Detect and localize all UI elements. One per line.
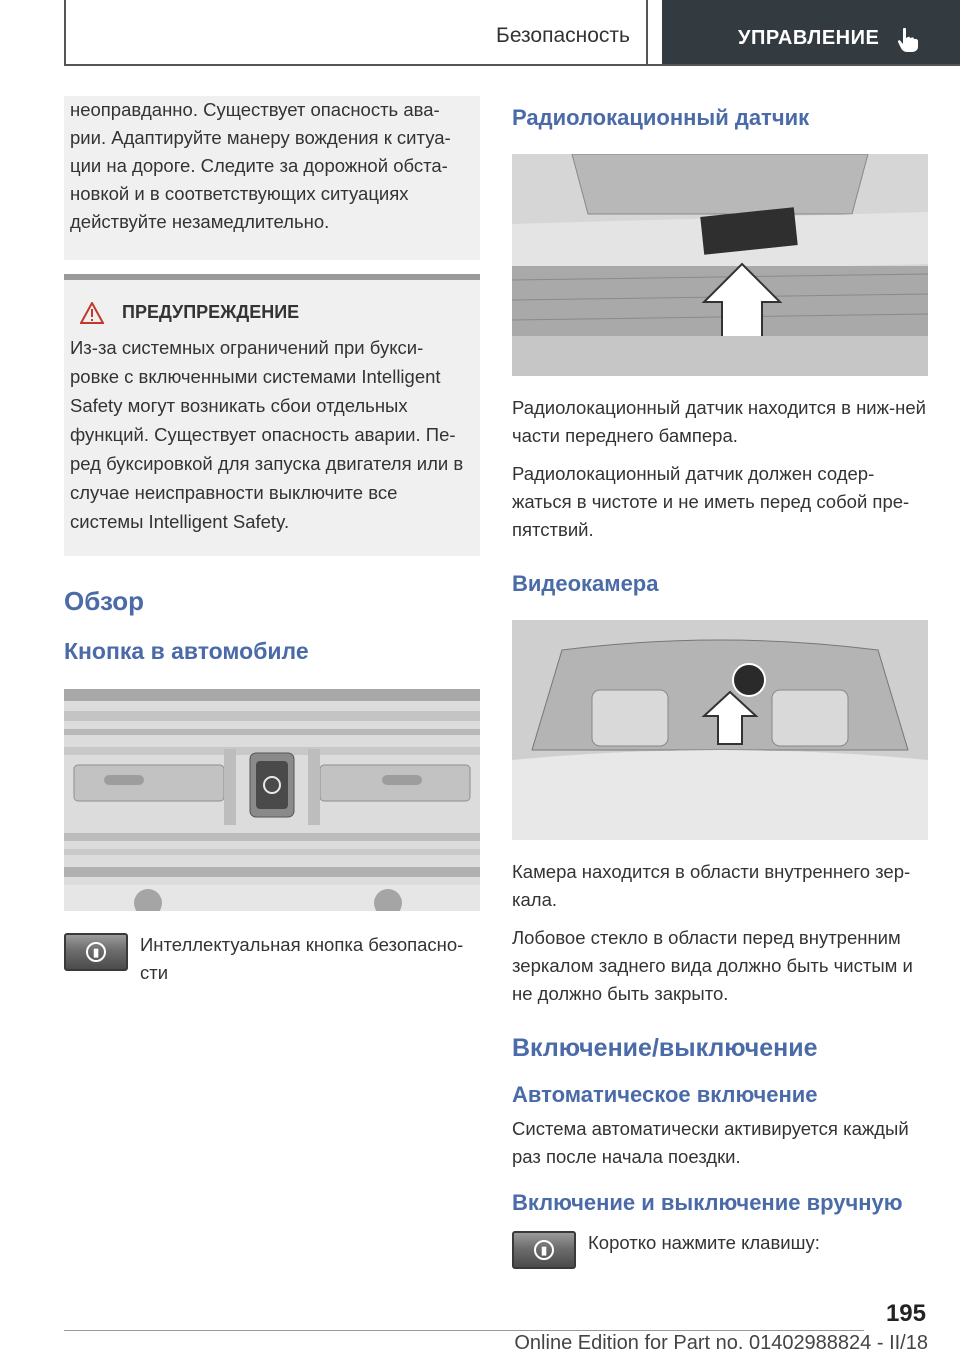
left-column (64, 96, 480, 987)
warning-title-row (70, 298, 472, 327)
radar-paragraph-2: Радиолокационный датчик должен содер-жаться в чистоте и не иметь перед собой пре-пятствий. (512, 463, 910, 540)
manual-text: Коротко нажмите клавишу: (588, 1232, 820, 1253)
header-chapter-title: УПРАВЛЕНИЕ (738, 27, 880, 49)
header-chapter-tab (662, 0, 960, 64)
radar-sensor-photo (512, 154, 928, 376)
warning-triangle-icon (80, 302, 104, 324)
right-column (512, 96, 928, 1269)
camera-photo (512, 620, 928, 840)
camera-paragraph-2: Лобовое стекло в области перед внутренним зеркалом заднего вида должно быть чистым и не должно быть закрыто. (512, 927, 913, 1004)
warning-continued-text: неоправданно. Существует опасность ава-рии. Адаптируйте манеру вождения к ситуа-ции на дороге. Следите за дорожной обста-новкой и в соответствующих ситуациях действуйте незамедлительно. (70, 99, 451, 232)
manual-safety-button-image (512, 1231, 576, 1269)
warning-text: Из-за системных ограничений при букси-ровке с включенными системами Intelligent Safety могут возникать сбои отдельных функций. Существует опасность аварии. Пе-ред буксировкой для запуска двигателя или в случае неисправности выключите все системы Intelligent Safety. (70, 337, 464, 532)
footer-edition: Online Edition for Part no. 01402988824 - II/18 (514, 1332, 928, 1354)
camera-paragraph-1: Камера находится в области внутреннего зер-кала. (512, 861, 911, 910)
header-section-title: Безопасность (66, 0, 648, 64)
manual-heading: Включение и выключение вручную (512, 1190, 903, 1215)
radar-heading: Радиолокационный датчик (512, 105, 810, 130)
button-caption-row (64, 933, 480, 987)
warning-box (64, 274, 480, 556)
bumper-illustration (512, 154, 928, 376)
button-heading: Кнопка в автомобиле (64, 638, 309, 664)
auto-heading: Автоматическое включение (512, 1082, 818, 1107)
overview-heading: Обзор (64, 586, 144, 616)
warning-continued-box (64, 96, 480, 260)
button-caption: Интеллектуальная кнопка безопасно-сти (140, 934, 464, 983)
manual-button-row (512, 1231, 928, 1269)
onoff-heading: Включение/выключение (512, 1034, 818, 1062)
pointing-hand-icon (894, 26, 922, 54)
header-rule (64, 64, 960, 66)
manual-safety-button-icon: ▮ (534, 1240, 554, 1260)
page-number: 195 (885, 1300, 926, 1327)
warning-title: ПРЕДУПРЕЖДЕНИЕ (122, 302, 300, 322)
auto-text: Система автоматически активируется каждый раз после начала поездки. (512, 1118, 909, 1167)
dashboard-vents-illustration (64, 689, 480, 911)
radar-paragraph-1: Радиолокационный датчик находится в ниж-ней части переднего бампера. (512, 397, 927, 446)
windshield-illustration (512, 620, 928, 840)
footer-rule (64, 1330, 864, 1331)
safety-button-icon: ▮ (86, 942, 106, 962)
safety-button-image (64, 933, 128, 971)
camera-heading: Видеокамера (512, 571, 659, 596)
dashboard-button-photo (64, 689, 480, 911)
